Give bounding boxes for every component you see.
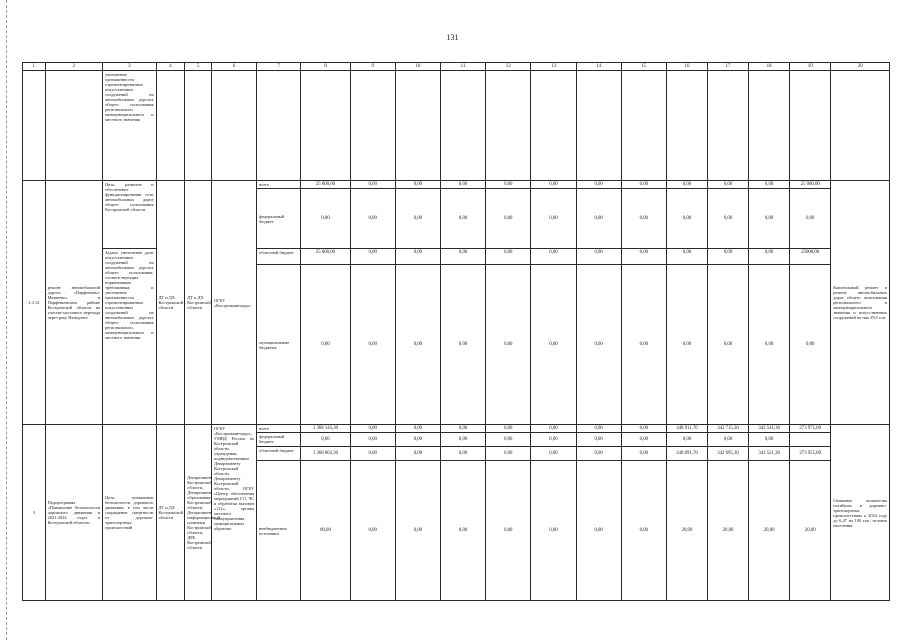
amount: 0,00 [440,433,485,447]
amount: 0,00 [576,181,621,189]
amount: 0,00 [440,425,485,433]
executor: ДТ и ДХ Костромской области [185,181,212,425]
amount: 0,00 [395,249,440,265]
amount: 0,00 [576,461,621,601]
amount: 20,00 [749,461,790,601]
column-number-15: 15 [621,63,666,71]
task-text: Задача: увеличение доли искусственных сооружений на автомобильных дорогах общего пользования, соответствующих нормативным требованиям, и увеличение протяженности отремонтированных искусственных сооружений на автомобильных дорогах общего пользования регионального, межмуниципального и местного значения [103,249,156,425]
amount: 0,00 [708,181,749,189]
column-number-13: 13 [531,63,576,71]
amount: 342 695,30 [708,447,749,461]
coexecutor: ДТ и ДХ Костромской области [156,425,185,601]
amount: 0,00 [621,461,666,601]
amount: 0,00 [790,265,831,425]
amount: 0,00 [576,433,621,447]
amount: 0,00 [576,425,621,433]
amount: 0,00 [395,461,440,601]
amount: 0,00 [749,189,790,249]
amount: 0,00 [350,249,395,265]
amount: 0,00 [666,189,707,249]
amount: 0,00 [350,265,395,425]
column-number-5: 5 [185,63,212,71]
source-label: федеральный бюджет [257,433,301,447]
amount: 0,00 [576,249,621,265]
source-label: областной бюджет [257,249,301,265]
amount: 20,00 [790,461,831,601]
source-label: муниципальные бюджеты [257,265,301,425]
cell [301,71,350,181]
amount: 25 000,00 [790,181,831,189]
amount: 25000,00 [790,249,831,265]
subprogram-name: Подпрограмма «Повышение безопасности дорожного движения в 2021-2024 годах в Костромской области» [45,425,103,601]
amount: 0,00 [749,433,790,447]
amount: 0,00 [395,447,440,461]
column-number-14: 14 [576,63,621,71]
amount: 348 911,70 [666,425,707,433]
amount: 0,00 [395,433,440,447]
amount: 0,00 [486,265,531,425]
column-number-4: 4 [156,63,185,71]
amount: 0,00 [350,425,395,433]
row-3-total [23,425,890,433]
amount: 0,00 [440,447,485,461]
cell [185,71,212,181]
amount: 0,00 [440,181,485,189]
amount: 0,00 [531,425,576,433]
amount: 1 368 063,30 [301,447,350,461]
amount: 0,00 [531,181,576,189]
cell [531,71,576,181]
amount: 342 541,30 [749,425,790,433]
amount: 342 715,30 [708,425,749,433]
recipient: ОГБУ «Костромаавтодор» [211,181,256,425]
amount: 0,00 [749,181,790,189]
amount: 0,00 [708,265,749,425]
amount: 0,00 [621,265,666,425]
amount: 0,00 [486,425,531,433]
amount: 0,00 [749,249,790,265]
amount: 0,00 [301,265,350,425]
amount: 0,00 [395,425,440,433]
amount: 0,00 [666,249,707,265]
amount: 0,00 [486,447,531,461]
amount: 0,00 [531,265,576,425]
amount: 0,00 [350,181,395,189]
column-number-19: 19 [790,63,831,71]
cell [486,71,531,181]
cell [395,71,440,181]
amount: 20,00 [666,461,707,601]
amount: 0,00 [486,461,531,601]
carry-over-row [23,71,890,181]
amount: 0,00 [440,189,485,249]
amount: 0,00 [621,249,666,265]
amount: 0,00 [621,189,666,249]
amount: 0,00 [621,433,666,447]
goal-text: Цель: развитие и обеспечение функционирования сети автомобильных дорог общего пользования Костромской области [103,181,156,249]
source-label: федеральный бюджет [257,189,301,249]
cell [621,71,666,181]
source-label: внебюджетные источники [257,461,301,601]
amount: 25 000,00 [301,249,350,265]
amount: 273 955,00 [790,447,831,461]
amount: 0,00 [395,189,440,249]
column-number-10: 10 [395,63,440,71]
cell [749,71,790,181]
cell [831,71,890,181]
amount: 0,00 [486,189,531,249]
column-number-12: 12 [486,63,531,71]
amount: 0,00 [621,181,666,189]
amount: 0,00 [350,447,395,461]
cell [156,71,185,181]
recipient: ОГБУ «Костромаавтодор», УМВД России по Костромской области, учреждения, подведомственные Департаменту Костромской области, Департаменту Костромской области, ОГБУ «Центр обеспечения мероприятий ГО, ЧС и обработки вызовов «112», органы местного самоуправления муниципальных образова- [211,425,256,601]
amount: 0,00 [531,461,576,601]
column-number-row [23,63,890,71]
cell [45,71,103,181]
column-number-2: 2 [45,63,103,71]
column-number-9: 9 [350,63,395,71]
source-label: областной бюджет [257,447,301,461]
cell [257,71,301,181]
amount: 0,00 [350,461,395,601]
row-number: 2.3.14 [23,181,46,425]
row-2-3-14-total [23,181,890,189]
amount: 0,00 [666,265,707,425]
amount: 0,00 [486,433,531,447]
column-number-17: 17 [708,63,749,71]
executor: Департамент Костромской области, Департамент образования Костромской области, Департамент информационной политики Костромской области, ДРБ Костромской области [185,425,212,601]
column-number-16: 16 [666,63,707,71]
cell [666,71,707,181]
amount: 0,00 [350,433,395,447]
row-2-3-14-regional [23,249,890,265]
amount: 25 000,00 [301,181,350,189]
amount: 0,00 [576,189,621,249]
cell [350,71,395,181]
amount: 20,00 [708,461,749,601]
amount: 342 521,30 [749,447,790,461]
cell [440,71,485,181]
amount: 0,00 [790,189,831,249]
amount: 0,00 [621,425,666,433]
source-label: всего [257,425,301,433]
amount: 80,00 [301,461,350,601]
amount: 0,00 [708,433,749,447]
amount: 0,00 [708,189,749,249]
amount: 0,00 [666,433,707,447]
column-number-6: 6 [211,63,256,71]
amount: 0,00 [531,189,576,249]
amount: 0,00 [440,249,485,265]
amount: 0,00 [576,447,621,461]
measure-name: ремонт автомобильной дороги «Парфеньево-Матвеево» в Парфеньевском районе Костромской области на участке мостового перехода через реку Нюндонга [45,181,103,425]
cell [790,71,831,181]
amount: 0,00 [486,181,531,189]
cell [576,71,621,181]
column-number-8: 8 [301,63,350,71]
amount: 0,00 [576,265,621,425]
column-number-7: 7 [257,63,301,71]
page-number: 131 [446,33,459,42]
amount: 0,00 [708,249,749,265]
program-table [22,62,890,601]
cell [708,71,749,181]
amount [790,433,831,447]
amount: 0,00 [531,249,576,265]
amount: 0,00 [749,265,790,425]
coexecutor: ДТ и ДХ Костромской области [156,181,185,425]
amount: 0,00 [395,181,440,189]
amount: 0,00 [621,447,666,461]
amount: 1 368 143,30 [301,425,350,433]
goal-text: Цель: повышение безопасности дорожного движения, в том числе сокращение смертности от дорожно-транспортных происшествий [103,425,156,601]
amount: 0,00 [350,189,395,249]
amount: 0,00 [531,433,576,447]
amount: 0,00 [666,181,707,189]
page-fold-line [6,0,8,640]
column-number-18: 18 [749,63,790,71]
expected-result: Капитальный ремонт и ремонт автомобильных дорог общего пользования регионального и межмуниципального значения и искусственных сооружений на них 29,5 п.м [831,181,890,425]
amount: 0,00 [301,189,350,249]
carry-over-task-text: увеличение протяженности отремонтированных искусственных сооружений на автомобильных дорогах общего пользования регионального, межмуниципального и местного значения [103,71,156,181]
amount: 0,00 [440,461,485,601]
amount: 0,00 [440,265,485,425]
amount: 348 891,70 [666,447,707,461]
column-number-3: 3 [103,63,156,71]
cell [23,71,46,181]
column-number-11: 11 [440,63,485,71]
amount: 273 975,00 [790,425,831,433]
column-number-1: 1 [23,63,46,71]
row-number: 3 [23,425,46,601]
source-label: всего [257,181,301,189]
expected-result: Снижение количества погибших в дорожно-транспортных происшествиях к 2024 году до 6,47 на 100 тыс. человек населения [831,425,890,601]
column-number-20: 20 [831,63,890,71]
amount: 0,00 [301,433,350,447]
amount: 0,00 [395,265,440,425]
amount: 0,00 [486,249,531,265]
amount: 0,00 [531,447,576,461]
cell [211,71,256,181]
